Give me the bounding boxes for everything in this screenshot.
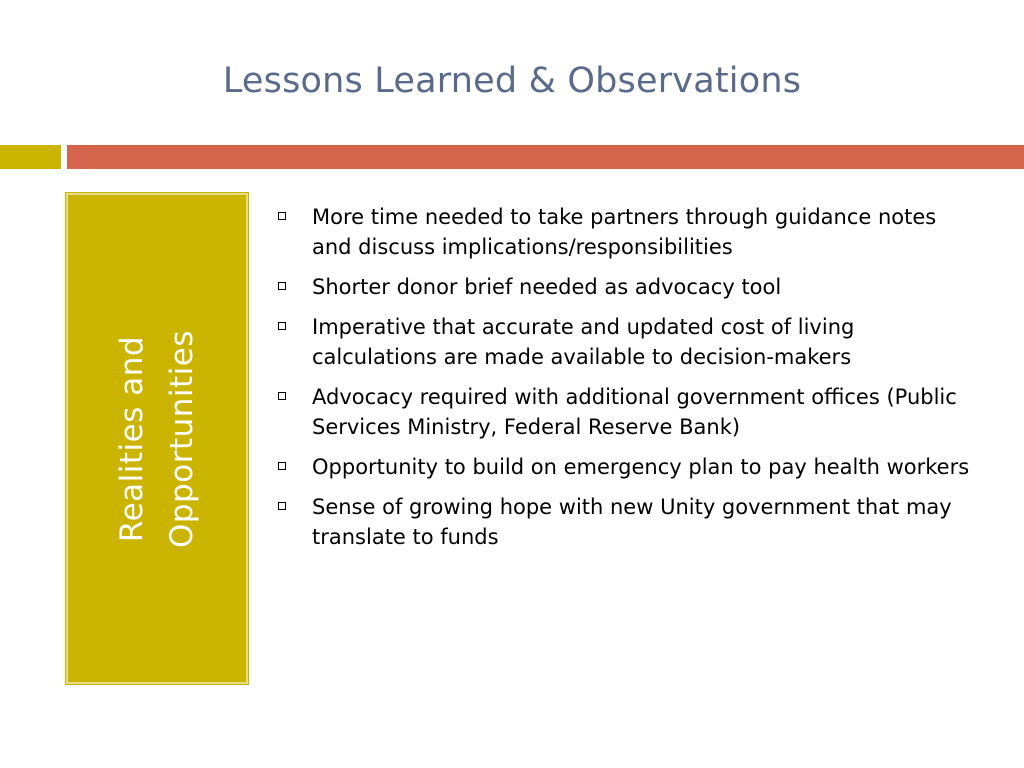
bullet-text: Opportunity to build on emergency plan to pay health workers <box>312 455 970 479</box>
bullet-item <box>275 202 975 262</box>
accent-bar-coral <box>67 145 1024 169</box>
hollow-square-icon <box>278 212 286 220</box>
bullet-item <box>275 312 975 372</box>
side-panel-line-2: Opportunities <box>164 329 200 548</box>
bullet-item <box>275 452 975 482</box>
side-panel <box>66 193 248 684</box>
bullet-list <box>275 202 975 562</box>
bullet-text: Shorter donor brief needed as advocacy tool <box>312 275 782 299</box>
bullet-item <box>275 492 975 552</box>
bullet-text: Imperative that accurate and updated cost of living calculations are made available to decision-makers <box>312 315 855 369</box>
accent-bar-olive <box>0 145 61 169</box>
side-panel-label <box>107 329 207 547</box>
slide-title: Lessons Learned & Observations <box>222 61 802 101</box>
hollow-square-icon <box>278 282 286 290</box>
bullet-item <box>275 272 975 302</box>
bullet-text: More time needed to take partners through guidance notes and discuss implications/responsibilities <box>312 205 937 259</box>
side-panel-line-1: Realities and <box>114 335 150 542</box>
bullet-text: Sense of growing hope with new Unity government that may translate to funds <box>312 495 952 549</box>
bullet-item <box>275 382 975 442</box>
hollow-square-icon <box>278 462 286 470</box>
hollow-square-icon <box>278 322 286 330</box>
hollow-square-icon <box>278 502 286 510</box>
bullet-text: Advocacy required with additional government offices (Public Services Ministry, Federal Reserve Bank) <box>312 385 957 439</box>
hollow-square-icon <box>278 392 286 400</box>
